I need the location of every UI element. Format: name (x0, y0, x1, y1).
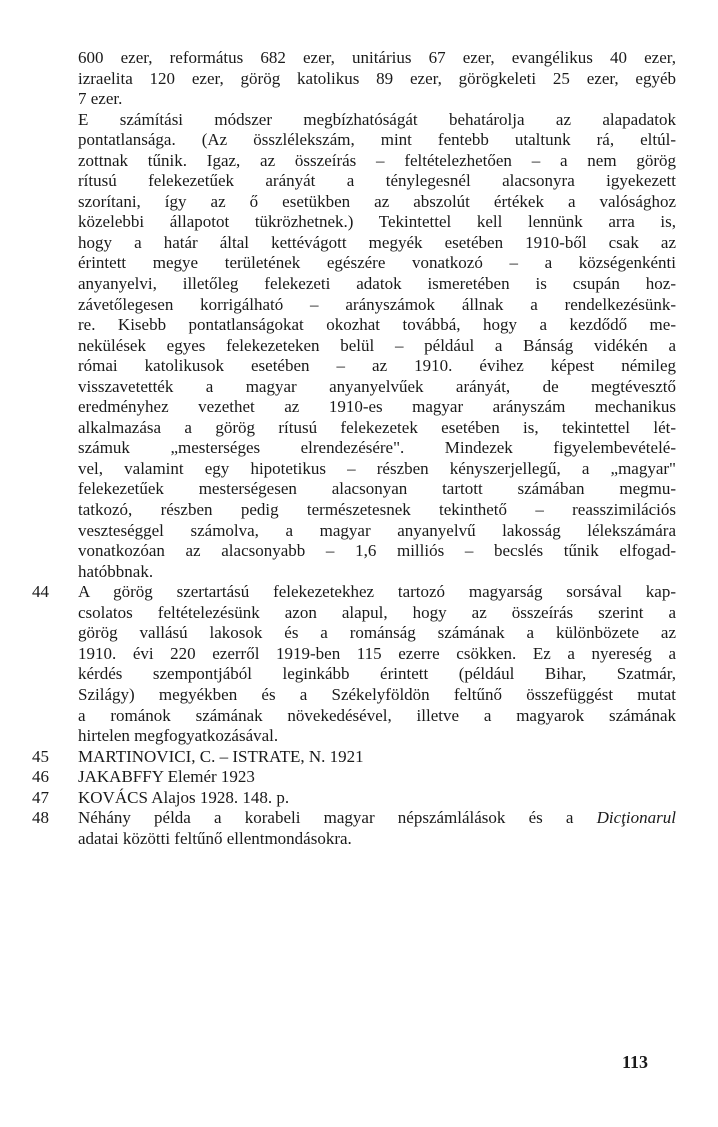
footnote-48 (32, 808, 676, 849)
footnote-line (78, 808, 676, 829)
paragraph-line: izraelita 120 ezer, görög katolikus 89 ezer, görögkeleti 25 ezer, egyéb (78, 68, 676, 88)
paragraph-line: veszteséggel számolva, a magyar anyanyelvű lakosság lélekszámára (78, 520, 676, 540)
paragraph-line: 7 ezer. (78, 89, 123, 109)
text-block (32, 48, 676, 849)
footnote-number: 44 (32, 582, 49, 602)
footnote-line: Szilágy) megyékben és a Székelyföldön feltűnő összefüggést mutat (78, 684, 676, 704)
paragraph-line: 600 ezer, református 682 ezer, unitárius 67 ezer, evangélikus 40 ezer, (78, 48, 676, 67)
paragraph-line: alkalmazása a görög rítusú felekezetek esetében is, tekintettel lét- (78, 417, 676, 437)
footnote-line: adatai közötti feltűnő ellentmondásokra. (78, 828, 352, 848)
paragraph-line: nekülések egyes felekezeteken belül – például a Bánság vidékén a (78, 335, 676, 355)
paragraph-line: hatóbbnak. (78, 561, 154, 581)
footnote-line: 1910. évi 220 ezerről 1919-ben 115 ezerre csökken. Ez a nyereség a (78, 643, 676, 663)
footnote-number: 48 (32, 808, 49, 828)
continuation-paragraph (78, 48, 676, 582)
footnotes-list (32, 582, 676, 808)
paragraph-line: hogy a határ által kettévágott megyék esetében 1910-ből csak az (78, 232, 676, 252)
footnote-line: JAKABFFY Elemér 1923 (78, 767, 255, 787)
paragraph-line: závetőlegesen korrigálható – arányszámok állnak a rendelkezésünk- (78, 294, 676, 314)
footnote-number: 45 (32, 746, 49, 766)
footnote-line: hirtelen megfogyatkozásával. (78, 726, 279, 746)
paragraph-line: eredményhez vezethet az 1910-es magyar arányszám mechanikus (78, 397, 676, 417)
paragraph-line: E számítási módszer megbízhatóságát behatárolja az alapadatok (78, 109, 676, 129)
footnote-line: kérdés szempontjából leginkább érintett (például Bihar, Szatmár, (78, 664, 676, 684)
paragraph-line: érintett megye területének egészére vonatkozó – a községenkénti (78, 253, 676, 273)
footnote-italic-title: Dicţionarul (596, 808, 676, 828)
paragraph-line: szorítani, így az ő esetükben az abszolút értékek a valósághoz (78, 191, 676, 211)
page-number: 113 (622, 1052, 649, 1072)
footnote-text: Néhány példa a korabeli magyar népszámlálások és a (78, 808, 597, 828)
paragraph-line: vel, valamint egy hipotetikus – részben kényszerjellegű, a „magyar" (78, 458, 676, 478)
footnote-number: 46 (32, 767, 49, 787)
footnote-line: csolatos feltételezésünk azon alapul, hogy az összeírás szerint a (78, 602, 676, 622)
paragraph-line: közelebbi állapotot tükrözhetnek.) Tekintettel kell lennünk arra is, (78, 212, 676, 232)
paragraph-line: rítusú felekezetűek arányát a ténylegesnél alacsonyra igyekezett (78, 171, 676, 191)
footnote-line: A görög szertartású felekezetekhez tartozó magyarság sorsával kap- (78, 582, 676, 602)
paragraph-line: vonatkozóan az alacsonyabb – 1,6 milliós – becslés tűnik elfogad- (78, 541, 676, 561)
paragraph-line: tatkozó, részben pedig természetesnek tekinthető – reasszimilációs (78, 500, 676, 520)
paragraph-line: pontatlansága. (Az összlélekszám, mint fentebb utaltunk rá, eltúl- (78, 130, 676, 150)
paragraph-line: felekezetűek mesterségesen alacsonyan tartott számában megmu- (78, 479, 676, 499)
footnote-45 (32, 746, 676, 768)
footnote-line: a románok számának növekedésével, illetve a magyarok számának (78, 705, 676, 725)
footnote-line: görög vallású lakosok és a románság számának a különbözete az (78, 623, 676, 643)
paragraph-line: zottnak tűnik. Igaz, az összeírás – feltételezhetően – a nem görög (78, 150, 676, 170)
paragraph-line: anyanyelvi, illetőleg felekezeti adatok ismeretében is csupán hoz- (78, 274, 676, 294)
paragraph-line: re. Kisebb pontatlanságokat okozhat továbbá, hogy a kezdődő me- (78, 315, 676, 335)
footnote-line: KOVÁCS Alajos 1928. 148. p. (78, 787, 290, 807)
paragraph-line: számuk „mesterséges elrendezésére". Mindezek figyelembevételé- (78, 438, 676, 458)
paragraph-line: visszavetették a magyar anyanyelvűek arányát, de megtévesztő (78, 376, 676, 396)
footnote-46 (32, 767, 676, 788)
footnote-44 (32, 582, 676, 746)
footnote-47 (32, 787, 676, 809)
paragraph-line: római katolikusok esetében – az 1910. évihez képest némileg (78, 356, 676, 376)
footnote-number: 47 (32, 787, 49, 807)
footnote-line: MARTINOVICI, C. – ISTRATE, N. 1921 (78, 746, 364, 766)
